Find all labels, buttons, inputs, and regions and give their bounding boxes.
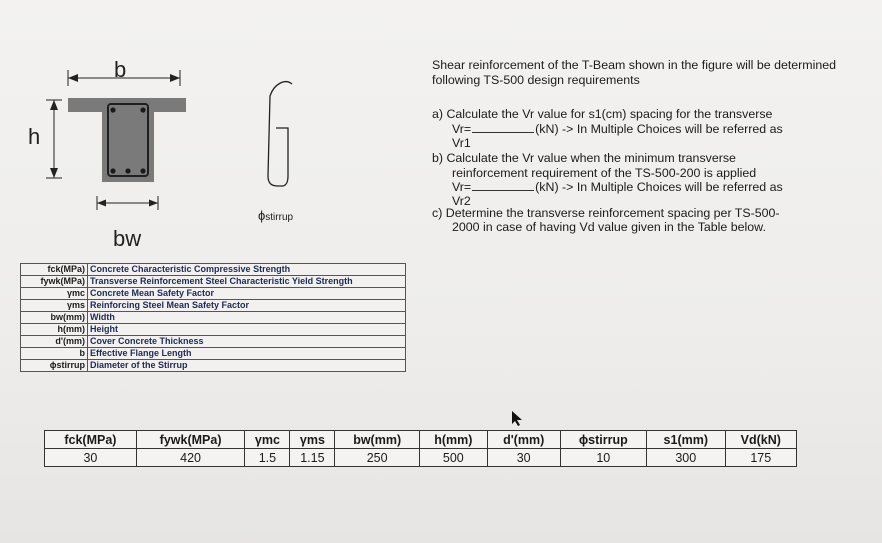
vr2-blank	[472, 190, 534, 191]
label-h: h	[28, 124, 41, 149]
table-value-cell: 1.5	[245, 449, 290, 467]
vr2-reference: Vr2	[452, 193, 471, 208]
legend-description: Transverse Reinforcement Steel Characteristic Yield Strength	[88, 276, 406, 288]
table-header-cell: γms	[290, 431, 335, 449]
table-header-cell: d'(mm)	[487, 431, 560, 449]
table-header-cell: Vd(kN)	[725, 431, 796, 449]
legend-description: Effective Flange Length	[88, 348, 406, 360]
question-c-line1: c) Determine the transverse reinforcement spacing per TS-500-	[432, 205, 780, 220]
table-header-cell: s1(mm)	[646, 431, 725, 449]
question-b-line2: reinforcement requirement of the TS-500-200 is applied	[452, 165, 757, 180]
legend-description: Concrete Characteristic Compressive Strength	[88, 264, 406, 276]
table-header-cell: γmc	[245, 431, 290, 449]
legend-row	[21, 336, 406, 348]
data-table	[44, 430, 797, 467]
legend-description: Width	[88, 312, 406, 324]
vr1-reference: Vr1	[452, 136, 471, 151]
legend-symbol: h(mm)	[21, 324, 88, 336]
table-value-cell: 10	[560, 449, 646, 467]
question-b-line1: b) Calculate the Vr value when the minimum transverse	[432, 150, 736, 165]
stirrup-sketch	[268, 82, 292, 186]
vr2-label: Vr=	[452, 180, 472, 195]
legend-row	[21, 264, 406, 276]
legend-description: Height	[88, 324, 406, 336]
legend-row	[21, 288, 406, 300]
legend-symbol: bw(mm)	[21, 312, 88, 324]
legend-row	[21, 300, 406, 312]
question-a-line2	[432, 122, 852, 137]
table-value-cell: 500	[419, 449, 487, 467]
table-value-cell: 300	[646, 449, 725, 467]
stirrup-label	[258, 208, 293, 223]
question-a-line1: a) Calculate the Vr value for s1(cm) spacing for the transverse	[432, 107, 773, 122]
table-value-cell: 30	[487, 449, 560, 467]
table-header-cell: ϕstirrup	[560, 431, 646, 449]
stirrup-text: stirrup	[265, 212, 294, 223]
table-value-cell: 1.15	[290, 449, 335, 467]
table-header-cell: fywk(MPa)	[136, 431, 245, 449]
legend-symbol: d'(mm)	[21, 336, 88, 348]
legend-row	[21, 276, 406, 288]
table-header-cell: bw(mm)	[335, 431, 420, 449]
intro-text: Shear reinforcement of the T-Beam shown in the figure will be determined following TS-500 design requirements	[432, 58, 837, 87]
legend-description: Concrete Mean Safety Factor	[88, 288, 406, 300]
legend-row	[21, 360, 406, 372]
legend-symbol: fywk(MPa)	[21, 276, 88, 288]
vr1-blank	[472, 132, 534, 133]
legend-symbol: γms	[21, 300, 88, 312]
table-value-cell: 30	[45, 449, 137, 467]
legend-symbol: ϕstirrup	[21, 360, 88, 372]
question-a-tail: (kN) -> In Multiple Choices will be referred as	[535, 121, 783, 136]
legend-description: Cover Concrete Thickness	[88, 336, 406, 348]
legend-symbol: b	[21, 348, 88, 360]
problem-statement	[432, 58, 852, 234]
label-bw: bw	[113, 226, 142, 251]
table-header-cell: fck(MPa)	[45, 431, 137, 449]
table-header-cell: h(mm)	[419, 431, 487, 449]
question-c-line2: 2000 in case of having Vd value given in the Table below.	[452, 219, 766, 234]
table-value-cell: 420	[136, 449, 245, 467]
legend-row	[21, 312, 406, 324]
mouse-cursor-icon	[510, 409, 524, 427]
label-b: b	[114, 57, 127, 82]
legend-row	[21, 324, 406, 336]
table-value-cell: 175	[725, 449, 796, 467]
question-b-line3	[432, 180, 852, 195]
legend-table	[20, 263, 406, 372]
question-b-tail: (kN) -> In Multiple Choices will be referred as	[535, 180, 783, 195]
legend-description: Reinforcing Steel Mean Safety Factor	[88, 300, 406, 312]
t-beam-diagram	[0, 0, 420, 262]
legend-row	[21, 348, 406, 360]
table-value-cell: 250	[335, 449, 420, 467]
legend-symbol: γmc	[21, 288, 88, 300]
legend-symbol: fck(MPa)	[21, 264, 88, 276]
vr1-label: Vr=	[452, 121, 472, 136]
phi-symbol: ϕ	[258, 208, 266, 223]
legend-description: Diameter of the Stirrup	[88, 360, 406, 372]
